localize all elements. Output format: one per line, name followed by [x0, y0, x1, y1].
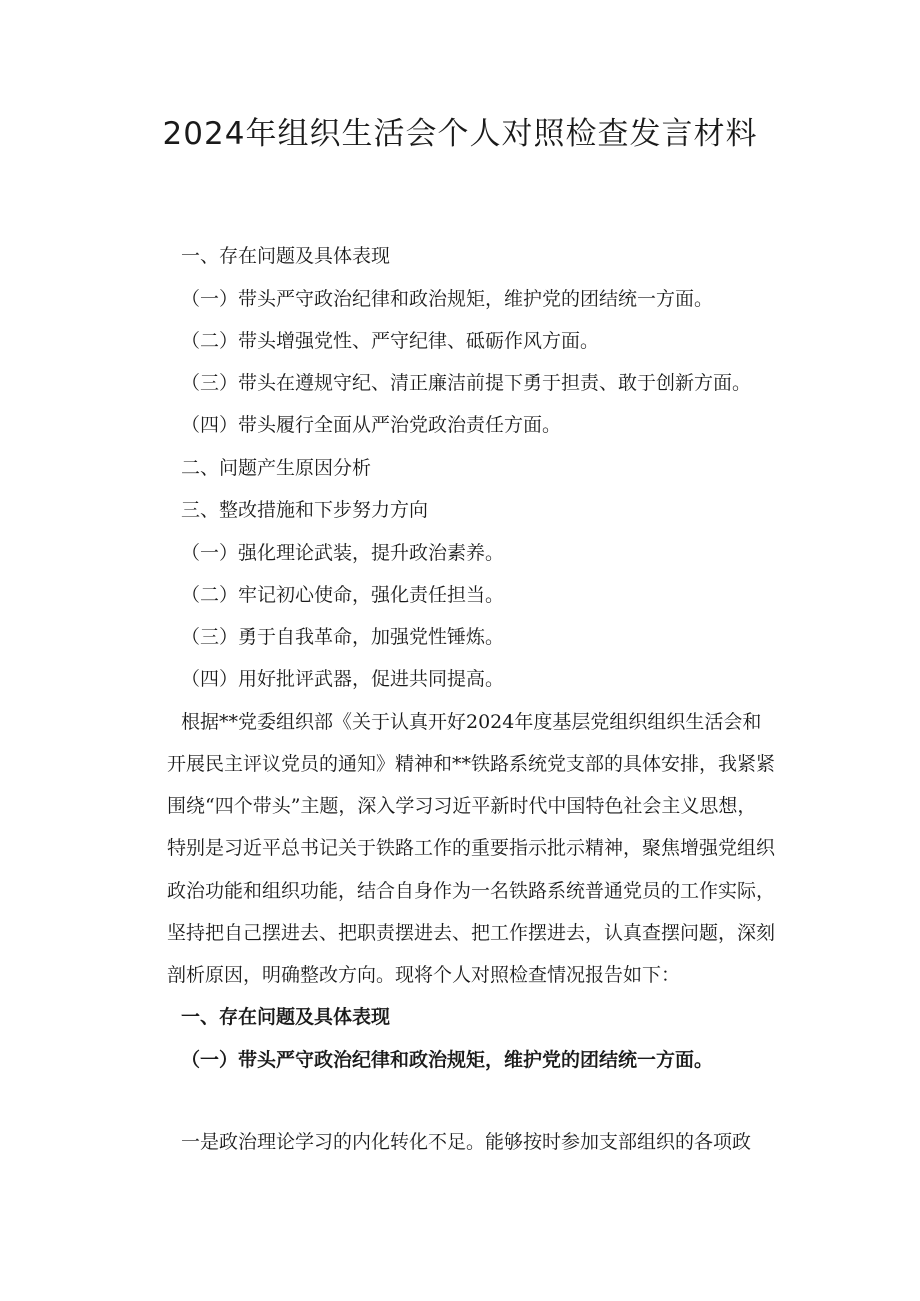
section-heading: 一、存在问题及具体表现 — [181, 1006, 391, 1028]
intro-line: 根据**党委组织部《关于认真开好2024年度基层党组织组织生活会和 — [181, 711, 762, 733]
outline-item: （三）带头在遵规守纪、清正廉洁前提下勇于担责、敢于创新方面。 — [181, 372, 752, 394]
intro-line: 围绕“四个带头”主题，深入学习习近平新时代中国特色社会主义思想， — [167, 795, 757, 817]
outline-item: （三）勇于自我革命，加强党性锤炼。 — [181, 626, 505, 648]
outline-item: 三、整改措施和下步努力方向 — [181, 499, 429, 521]
outline-item: （四）用好批评武器，促进共同提高。 — [181, 668, 505, 690]
intro-line: 剖析原因，明确整改方向。现将个人对照检查情况报告如下： — [167, 964, 681, 986]
intro-line: 政治功能和组织功能，结合自身作为一名铁路系统普通党员的工作实际， — [167, 880, 776, 902]
outline-item: （四）带头履行全面从严治党政治责任方面。 — [181, 414, 562, 436]
outline-item: （二）牢记初心使命，强化责任担当。 — [181, 584, 505, 606]
outline-item: （一）强化理论武装，提升政治素养。 — [181, 542, 505, 564]
intro-line: 坚持把自己摆进去、把职责摆进去、把工作摆进去，认真查摆问题，深刻 — [167, 922, 776, 944]
subsection-heading: （一）带头严守政治纪律和政治规矩，维护党的团结统一方面。 — [181, 1049, 714, 1071]
outline-item: （一）带头严守政治纪律和政治规矩，维护党的团结统一方面。 — [181, 288, 714, 310]
body-paragraph: 一是政治理论学习的内化转化不足。能够按时参加支部组织的各项政 — [181, 1131, 752, 1153]
outline-item: 二、问题产生原因分析 — [181, 457, 372, 479]
intro-line: 特别是习近平总书记关于铁路工作的重要指示批示精神，聚焦增强党组织 — [167, 837, 776, 859]
outline-item: （二）带头增强党性、严守纪律、砥砺作风方面。 — [181, 330, 600, 352]
outline-item: 一、存在问题及具体表现 — [181, 245, 391, 267]
document-title: 2024年组织生活会个人对照检查发言材料 — [162, 116, 758, 152]
intro-line: 开展民主评议党员的通知》精神和**铁路系统党支部的具体安排，我紧紧 — [167, 753, 776, 775]
